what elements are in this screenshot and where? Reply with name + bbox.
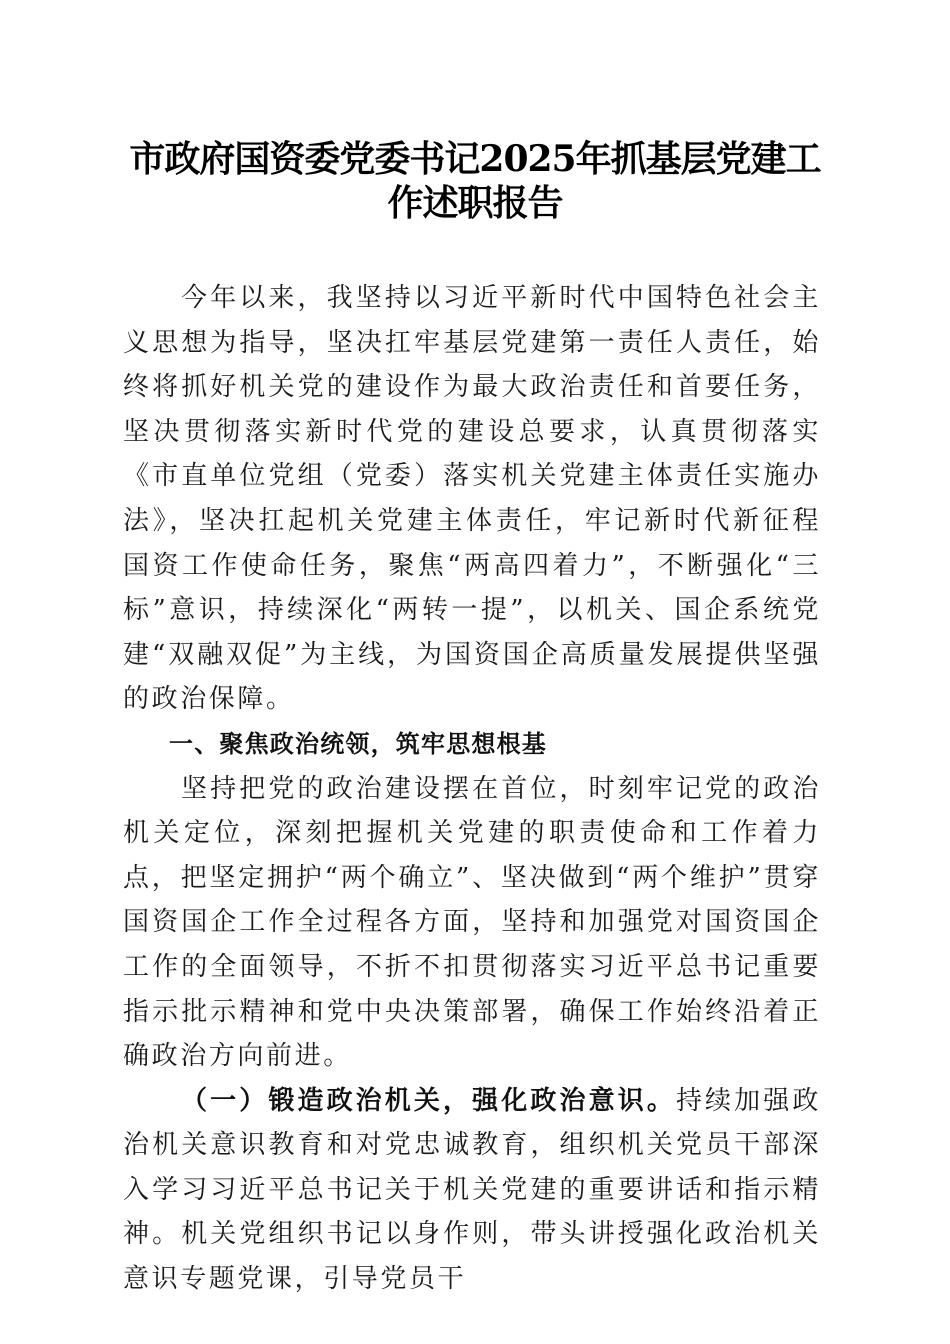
section-1-paragraph: 坚持把党的政治建设摆在首位，时刻牢记党的政治机关定位，深刻把握机关党建的职责使命和工作着力点，把坚定拥护“两个确立”、坚决做到“两个维护”贯穿国资国企工作全过程各方面，坚持和加强党对国资国企工作的全面领导，不折不扣贯彻落实习近平总书记重要指示批示精神和党中央决策部署，确保工作始终沿着正确政治方向前进。	[123, 773, 821, 1072]
intro-paragraph: 今年以来，我坚持以习近平新时代中国特色社会主义思想为指导，坚决扛牢基层党建第一责任人责任，始终将抓好机关党的建设作为最大政治责任和首要任务，坚决贯彻落实新时代党的建设总要求，认真贯彻落实《市直单位党组（党委）落实机关党建主体责任实施办法》，坚决扛起机关党建主体责任，牢记新时代新征程国资工作使命任务，聚焦“两高四着力”，不断强化“三标”意识，持续深化“两转一提”，以机关、国企系统党建“双融双促”为主线，为国资国企高质量发展提供坚强的政治保障。	[123, 283, 821, 715]
section-heading-1: 一、聚焦政治统领，筑牢思想根基	[169, 729, 547, 758]
document-title: 市政府国资委党委书记2025年抓基层党建工作述职报告	[129, 138, 821, 224]
subsection-1-lead: （一）锻造政治机关，强化政治意识。	[181, 1085, 676, 1116]
subsection-1-text: 持续加强政治机关意识教育和对党忠诚教育，组织机关党员干部深入学习习近平总书记关于机关党建的重要讲话和指示精神。机关党组织书记以身作则，带头讲授强化政治机关意识专题党课，引导党员干	[123, 1085, 821, 1295]
document-body	[123, 276, 821, 1302]
subsection-1-paragraph	[123, 1079, 821, 1302]
